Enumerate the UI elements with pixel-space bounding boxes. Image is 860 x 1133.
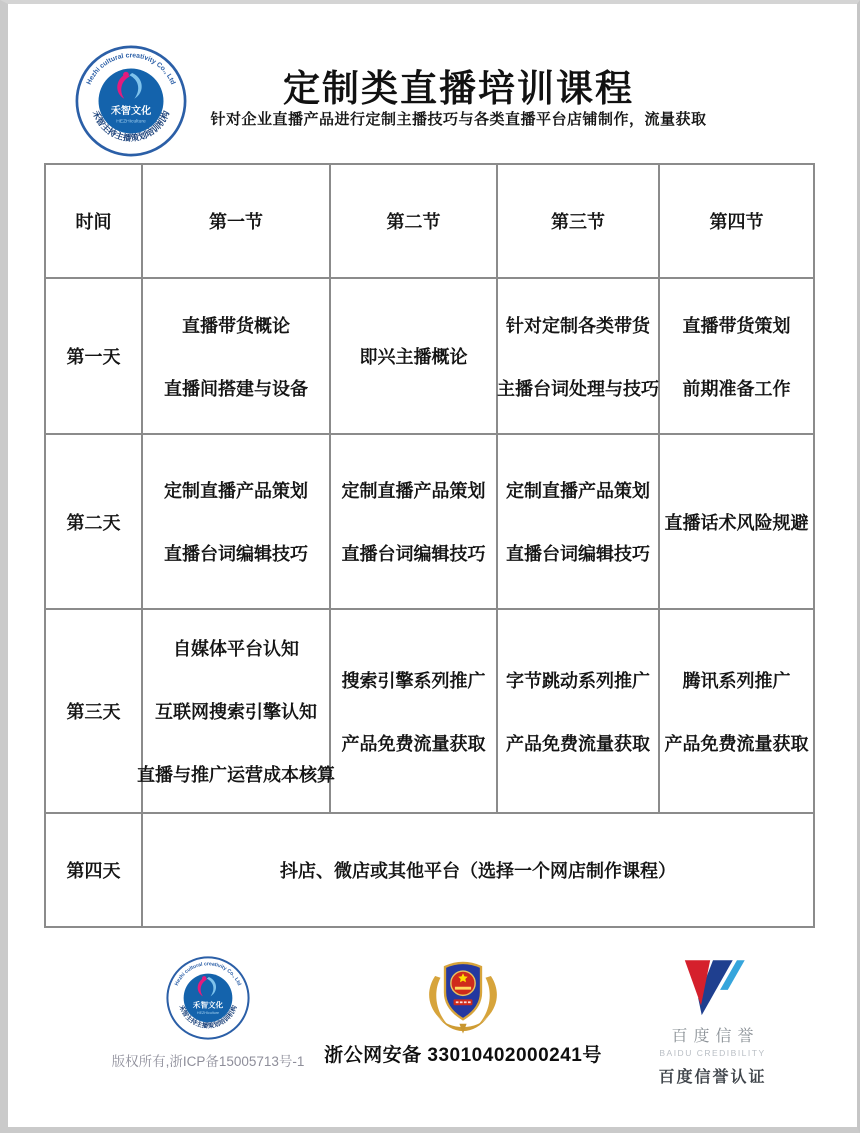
- course-line: 互联网搜索引擎认知: [155, 702, 317, 722]
- course-line: 字节跳动系列推广: [506, 670, 650, 691]
- police-registration-text: 浙公网安备 33010402000241号: [324, 1045, 602, 1066]
- course-cell: [497, 278, 659, 434]
- course-cell: [137, 609, 335, 813]
- course-line: 直播台词编辑技巧: [506, 544, 650, 564]
- page-title: 定制类直播培训课程: [283, 68, 634, 109]
- course-line: 腾讯系列推广: [682, 670, 791, 691]
- course-schedule-table: [44, 163, 815, 928]
- baidu-credibility-icon: [675, 956, 751, 1018]
- course-cell: [659, 609, 814, 813]
- course-line: 自媒体平台认知: [173, 639, 299, 659]
- course-line: 针对定制各类带货: [506, 315, 650, 336]
- course-cell: [330, 278, 497, 434]
- footer-copyright-block: [108, 956, 308, 1070]
- course-cell: [142, 278, 330, 434]
- course-line: 产品免费流量获取: [341, 733, 486, 754]
- header-cell-time: 时间: [45, 164, 142, 278]
- course-cell: [659, 434, 814, 609]
- row-label: 第四天: [45, 813, 142, 927]
- header-cell-session1: 第一节: [142, 164, 330, 278]
- row-label: 第二天: [45, 434, 142, 609]
- course-line: 直播台词编辑技巧: [341, 544, 486, 564]
- row-label: 第三天: [45, 609, 142, 813]
- police-emblem-icon: [418, 952, 508, 1036]
- table-row-day2: [45, 434, 814, 609]
- footer-baidu-block: [620, 956, 805, 1087]
- table-row-day1: [45, 278, 814, 434]
- course-line: 前期准备工作: [682, 378, 791, 399]
- course-line: 直播带货策划: [682, 315, 791, 336]
- table-header-row: [45, 164, 814, 278]
- header-cell-session4: 第四节: [659, 164, 814, 278]
- course-cell: [659, 278, 814, 434]
- row-label: 第一天: [45, 278, 142, 434]
- course-line: 主播台词处理与技巧: [497, 378, 659, 399]
- course-line: 直播间搭建与设备: [164, 378, 308, 399]
- course-line: 直播与推广运营成本核算: [137, 765, 335, 785]
- hezhi-company-logo-small: [166, 956, 250, 1040]
- course-line: 直播带货概论: [182, 315, 290, 336]
- baidu-certification-text: 百度信誉认证: [658, 1069, 767, 1086]
- course-line: 定制直播产品策划: [164, 481, 308, 501]
- table-row-day3: [45, 609, 814, 813]
- course-line: 搜索引擎系列推广: [341, 670, 486, 691]
- course-cell-span: 抖店、微店或其他平台（选择一个网店制作课程）: [142, 813, 814, 927]
- header-cell-session2: 第二节: [330, 164, 497, 278]
- course-line: 直播话术风险规避: [664, 512, 809, 533]
- page-subtitle: 针对企业直播产品进行定制主播技巧与各类直播平台店铺制作，流量获取: [210, 111, 707, 128]
- course-cell: [142, 434, 330, 609]
- baidu-credibility-en-label: BAIDU CREDIBILITY: [659, 1048, 766, 1058]
- footer-police-block: [324, 952, 602, 1067]
- baidu-credibility-cn-label: 百度信誉: [671, 1028, 760, 1045]
- course-cell: [330, 609, 497, 813]
- course-line: 产品免费流量获取: [506, 733, 650, 754]
- course-cell: [497, 434, 659, 609]
- table-row-day4: [45, 813, 814, 927]
- course-line: 产品免费流量获取: [664, 733, 809, 754]
- course-line: 直播台词编辑技巧: [164, 544, 308, 564]
- course-cell: [330, 434, 497, 609]
- course-line: 定制直播产品策划: [341, 481, 486, 501]
- course-line: 定制直播产品策划: [506, 481, 650, 501]
- icp-license-text: 版权所有,浙ICP备15005713号-1: [111, 1054, 305, 1069]
- course-cell: [497, 609, 659, 813]
- course-line: 即兴主播概论: [359, 347, 468, 367]
- header-cell-session3: 第三节: [497, 164, 659, 278]
